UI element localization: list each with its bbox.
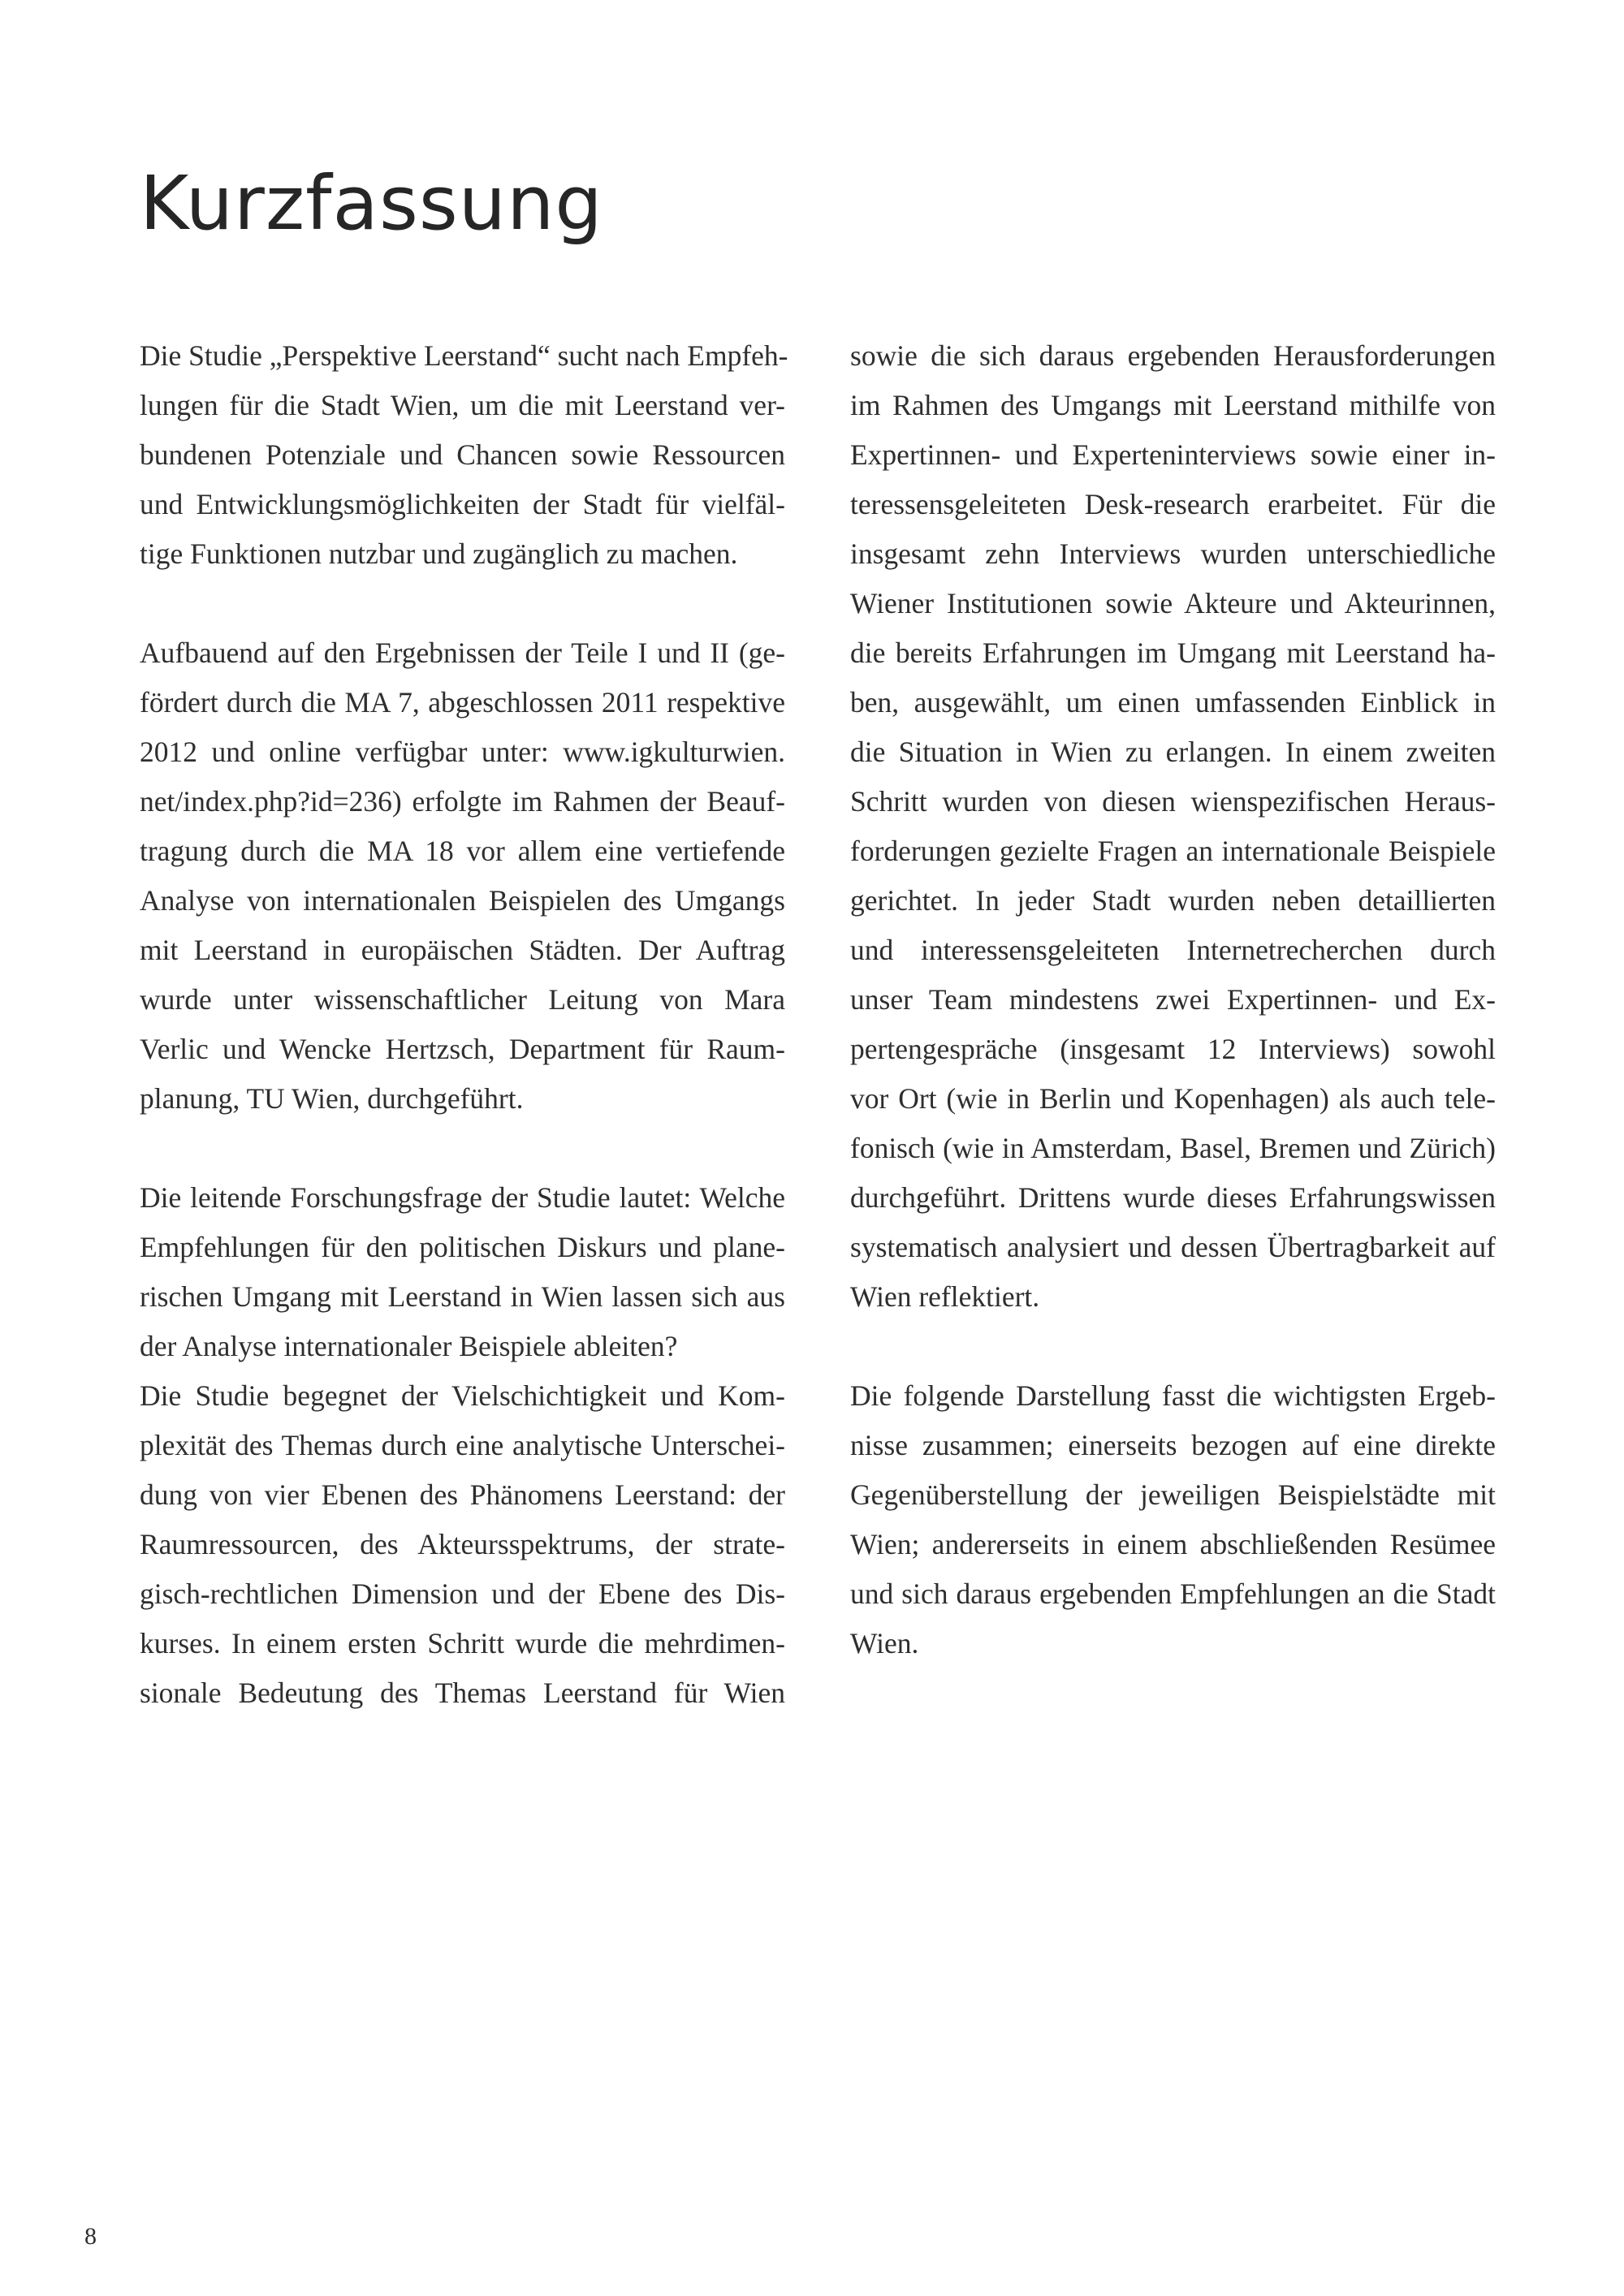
text-line: mit Leerstand in europäischen Städten. Der Auftrag	[140, 934, 785, 966]
text-line: tige Funktionen nutzbar und zugänglich zu machen.	[140, 537, 738, 570]
text-line: pertengespräche (insgesamt 12 Interviews) sowohl	[850, 1033, 1496, 1065]
text-line: Empfehlungen für den politischen Diskurs und plane-	[140, 1231, 785, 1263]
page-title: Kurzfassung	[140, 160, 603, 247]
text-line: wurde unter wissenschaftlicher Leitung von Mara	[140, 983, 785, 1016]
text-line: die Situation in Wien zu erlangen. In einem zweiten	[850, 736, 1496, 768]
text-line: teressensgeleiteten Desk-research erarbeitet. Für die	[850, 488, 1496, 520]
text-line: unser Team mindestens zwei Expertinnen- und Ex-	[850, 983, 1496, 1016]
text-line: Die folgende Darstellung fasst die wichtigsten Ergeb-	[850, 1379, 1496, 1412]
paragraph-intro	[140, 331, 788, 579]
text-line: tragung durch die MA 18 vor allem eine vertiefende	[140, 835, 785, 867]
text-line: fonisch (wie in Amsterdam, Basel, Bremen und Zürich)	[850, 1132, 1496, 1164]
text-line: dung von vier Ebenen des Phänomens Leerstand: der	[140, 1478, 785, 1511]
text-line: bundenen Potenziale und Chancen sowie Ressourcen	[140, 438, 785, 471]
text-line: Analyse von internationalen Beispielen des Umgangs	[140, 884, 785, 917]
text-line: Die Studie begegnet der Vielschichtigkeit und Kom-	[140, 1379, 785, 1412]
text-line: forderungen gezielte Fragen an internationale Beispiele	[850, 835, 1496, 867]
text-line: vor Ort (wie in Berlin und Kopenhagen) als auch tele-	[850, 1082, 1496, 1115]
paragraph-method	[140, 1371, 785, 1718]
text-line: sowie die sich daraus ergebenden Herausforderungen	[850, 339, 1496, 372]
text-line: kurses. In einem ersten Schritt wurde die mehrdimen-	[140, 1627, 785, 1659]
text-line: rischen Umgang mit Leerstand in Wien lassen sich aus	[140, 1280, 785, 1313]
text-line: Expertinnen- und Experteninterviews sowie einer in-	[850, 438, 1496, 471]
text-line: durchgeführt. Drittens wurde dieses Erfahrungswissen	[850, 1181, 1496, 1214]
paragraph-research-question	[140, 1173, 785, 1371]
paragraph-gap	[140, 579, 785, 628]
paragraph-method-continued	[850, 331, 1496, 1322]
text-line: der Analyse internationaler Beispiele ableiten?	[140, 1330, 678, 1362]
text-line: 2012 und online verfügbar unter: www.igkulturwien.	[140, 736, 785, 768]
text-line: insgesamt zehn Interviews wurden unterschiedliche	[850, 537, 1496, 570]
text-line: fördert durch die MA 7, abgeschlossen 2011 respektive	[140, 686, 785, 719]
text-line: Verlic und Wencke Hertzsch, Department für Raum-	[140, 1033, 785, 1065]
text-line: Aufbauend auf den Ergebnissen der Teile I und II (ge-	[140, 637, 785, 669]
text-line: Die Studie „Perspektive Leerstand“ sucht nach Empfeh-	[140, 339, 788, 372]
paragraph-gap	[140, 1124, 785, 1173]
text-line: Wien.	[850, 1627, 919, 1659]
paragraph-summary	[850, 1371, 1496, 1668]
text-line: Wien reflektiert.	[850, 1280, 1040, 1313]
text-line: und Entwicklungsmöglichkeiten der Stadt für vielfäl-	[140, 488, 785, 520]
text-line: net/index.php?id=236) erfolgte im Rahmen der Beauf-	[140, 785, 785, 818]
text-line: systematisch analysiert und dessen Übertragbarkeit auf	[850, 1231, 1496, 1263]
page-number: 8	[84, 2223, 97, 2250]
text-line: planung, TU Wien, durchgeführt.	[140, 1082, 524, 1115]
text-line: Die leitende Forschungsfrage der Studie lautet: Welche	[140, 1181, 785, 1214]
text-line: ben, ausgewählt, um einen umfassenden Einblick in	[850, 686, 1496, 719]
text-line: die bereits Erfahrungen im Umgang mit Leerstand ha-	[850, 637, 1496, 669]
text-line: und interessensgeleiteten Internetrecherchen durch	[850, 934, 1496, 966]
text-line: Gegenüberstellung der jeweiligen Beispielstädte mit	[850, 1478, 1496, 1511]
text-line: gisch-rechtlichen Dimension und der Ebene des Dis-	[140, 1577, 785, 1610]
text-line: im Rahmen des Umgangs mit Leerstand mithilfe von	[850, 389, 1496, 421]
text-line: Wiener Institutionen sowie Akteure und Akteurinnen,	[850, 587, 1496, 619]
text-line: Raumressourcen, des Akteursspektrums, der strate-	[140, 1528, 785, 1560]
text-line: lungen für die Stadt Wien, um die mit Leerstand ver-	[140, 389, 785, 421]
left-column	[140, 331, 788, 1718]
right-column	[850, 331, 1496, 1668]
paragraph-background	[140, 628, 785, 1124]
text-line: plexität des Themas durch eine analytische Unterschei-	[140, 1429, 785, 1461]
text-line: Wien; andererseits in einem abschließenden Resümee	[850, 1528, 1496, 1560]
text-line: nisse zusammen; einerseits bezogen auf eine direkte	[850, 1429, 1496, 1461]
text-line: Schritt wurden von diesen wienspezifischen Heraus-	[850, 785, 1496, 818]
text-line: und sich daraus ergebenden Empfehlungen an die Stadt	[850, 1577, 1496, 1610]
text-line: gerichtet. In jeder Stadt wurden neben detaillierten	[850, 884, 1496, 917]
paragraph-gap	[850, 1322, 1496, 1371]
text-line: sionale Bedeutung des Themas Leerstand für Wien	[140, 1677, 785, 1709]
